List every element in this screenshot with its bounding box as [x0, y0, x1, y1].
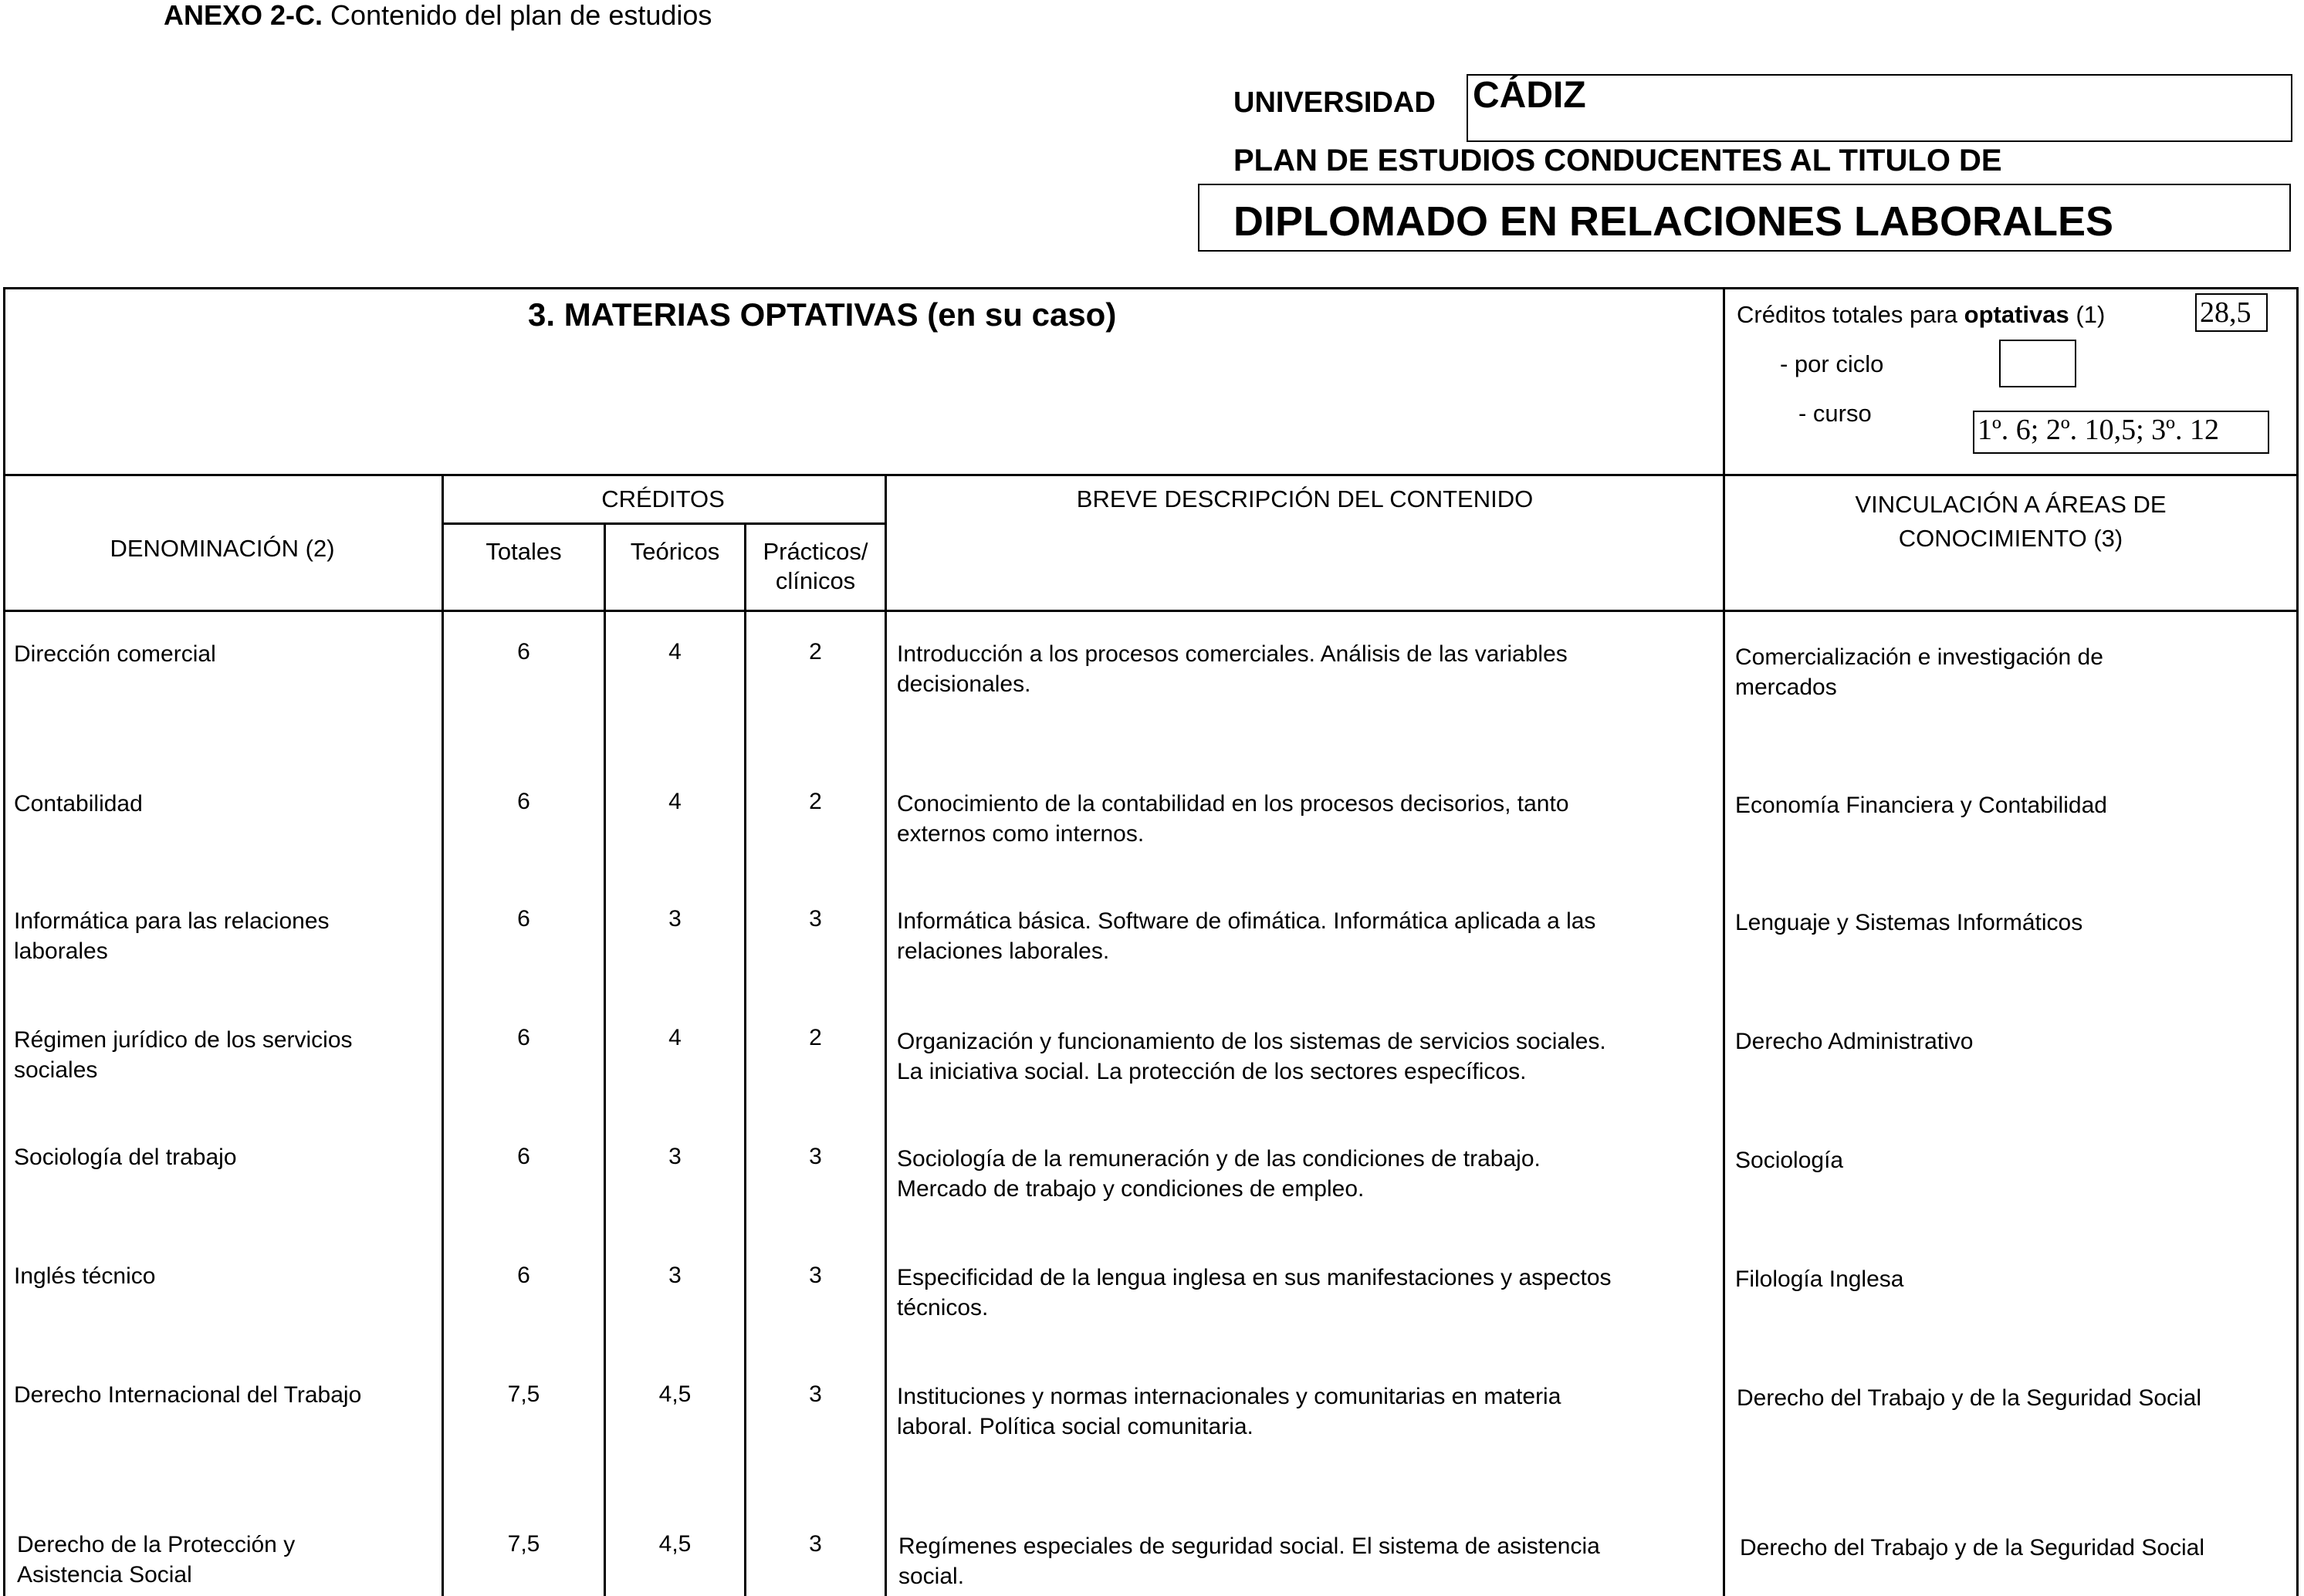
- annex-heading: [164, 0, 712, 31]
- rule-col-area: [1723, 287, 1725, 1596]
- credits-practicos: 2: [809, 1025, 822, 1050]
- credits-practicos: 3: [809, 1381, 822, 1407]
- credits-teoricos: 3: [668, 1144, 682, 1169]
- header-totales: Totales: [485, 538, 562, 565]
- knowledge-area: Derecho del Trabajo y de la Seguridad Social: [1737, 1385, 2202, 1411]
- credits-totales: 6: [517, 639, 530, 664]
- rule-col-teoricos: [744, 522, 746, 1596]
- credits-practicos: 3: [809, 1144, 822, 1169]
- knowledge-area: Economía Financiera y Contabilidad: [1735, 793, 2107, 818]
- credits-totales: 6: [517, 906, 530, 932]
- rule-creditos-sub: [442, 522, 885, 525]
- credits-totales: 6: [517, 789, 530, 814]
- university-value: CÁDIZ: [1473, 75, 1586, 116]
- rule-header-bottom: [3, 610, 2299, 612]
- credits-teoricos: 4: [668, 639, 682, 664]
- degree-title: DIPLOMADO EN RELACIONES LABORALES: [1233, 198, 2114, 245]
- subject-name: Derecho Internacional del Trabajo: [14, 1382, 362, 1408]
- knowledge-area: Derecho Administrativo: [1735, 1029, 1974, 1054]
- credits-teoricos: 3: [668, 906, 682, 932]
- subject-name: Derecho de la Protección y Asistencia Social: [17, 1532, 296, 1588]
- annex-caption: Contenido del plan de estudios: [323, 0, 712, 31]
- knowledge-area: Lenguaje y Sistemas Informáticos: [1735, 910, 2083, 935]
- university-box: [1467, 74, 2292, 142]
- knowledge-area: Sociología: [1735, 1148, 1844, 1173]
- credits-totales: 6: [517, 1263, 530, 1288]
- subject-description: Regímenes especiales de seguridad social. El sistema de asistencia social.: [898, 1533, 1600, 1589]
- knowledge-area: Comercialización e investigación de mercados: [1735, 644, 2103, 700]
- university-label: UNIVERSIDAD: [1233, 86, 1436, 119]
- credits-practicos: 2: [809, 789, 822, 814]
- curso-label: - curso: [1798, 400, 1872, 427]
- header-denominacion: DENOMINACIÓN (2): [110, 535, 335, 562]
- degree-title-box: [1198, 184, 2291, 252]
- section-title: 3. MATERIAS OPTATIVAS (en su caso): [528, 296, 1117, 333]
- subject-description: Organización y funcionamiento de los sistemas de servicios sociales. La iniciativa social. La protección de los sectores específicos.: [897, 1029, 1606, 1084]
- credits-teoricos: 4: [668, 789, 682, 814]
- credits-total-label: Créditos totales para optativas (1): [1737, 301, 2106, 328]
- credits-totales: 7,5: [507, 1381, 540, 1407]
- subject-description: Introducción a los procesos comerciales. Análisis de las variables decisionales.: [897, 641, 1568, 697]
- credits-totales: 6: [517, 1025, 530, 1050]
- subject-name: Régimen jurídico de los servicios sociales: [14, 1027, 353, 1083]
- subject-name: Informática para las relaciones laborales: [14, 908, 330, 964]
- subject-description: Instituciones y normas internacionales y comunitarias en materia laboral. Política social comunitaria.: [897, 1384, 1561, 1439]
- subject-name: Inglés técnico: [14, 1263, 156, 1289]
- subject-description: Especificidad de la lengua inglesa en sus manifestaciones y aspectos técnicos.: [897, 1265, 1612, 1320]
- rule-col-practicos: [885, 474, 887, 1596]
- credits-totales: 7,5: [507, 1531, 540, 1557]
- header-creditos: CRÉDITOS: [601, 485, 725, 512]
- credits-totales: 6: [517, 1144, 530, 1169]
- credits-teoricos: 3: [668, 1263, 682, 1288]
- subject-name: Sociología del trabajo: [14, 1145, 237, 1170]
- curso-box: 1º. 6; 2º. 10,5; 3º. 12: [1973, 411, 2269, 454]
- credits-practicos: 3: [809, 1531, 822, 1557]
- por-ciclo-label: - por ciclo: [1780, 350, 1884, 377]
- credits-total-box: 28,5: [2195, 293, 2268, 332]
- credits-practicos: 3: [809, 1263, 822, 1288]
- header-teoricos: Teóricos: [630, 538, 720, 565]
- knowledge-area: Derecho del Trabajo y de la Seguridad Social: [1740, 1535, 2205, 1560]
- plan-label: PLAN DE ESTUDIOS CONDUCENTES AL TITULO DE: [1233, 144, 2002, 178]
- subject-name: Contabilidad: [14, 791, 143, 817]
- knowledge-area: Filología Inglesa: [1735, 1266, 1904, 1292]
- por-ciclo-box: [1999, 340, 2076, 387]
- rule-top-header: [3, 474, 2299, 476]
- credits-teoricos: 4,5: [658, 1381, 692, 1407]
- credits-practicos: 2: [809, 639, 822, 664]
- credits-practicos: 3: [809, 906, 822, 932]
- subject-description: Conocimiento de la contabilidad en los procesos decisorios, tanto externos como internos.: [897, 791, 1569, 847]
- header-vinculacion: VINCULACIÓN A ÁREAS DE CONOCIMIENTO (3): [1855, 491, 2167, 552]
- annex-number: ANEXO 2-C.: [164, 0, 323, 31]
- subject-description: Informática básica. Software de ofimática. Informática aplicada a las relaciones laborales.: [897, 908, 1596, 964]
- subject-description: Sociología de la remuneración y de las condiciones de trabajo. Mercado de trabajo y condiciones de empleo.: [897, 1146, 1541, 1202]
- header-descripcion: BREVE DESCRIPCIÓN DEL CONTENIDO: [1076, 485, 1534, 512]
- rule-col-totales: [604, 522, 606, 1596]
- header-practicos: Prácticos/ clínicos: [763, 538, 868, 594]
- credits-teoricos: 4,5: [658, 1531, 692, 1557]
- subject-name: Dirección comercial: [14, 641, 216, 667]
- credits-teoricos: 4: [668, 1025, 682, 1050]
